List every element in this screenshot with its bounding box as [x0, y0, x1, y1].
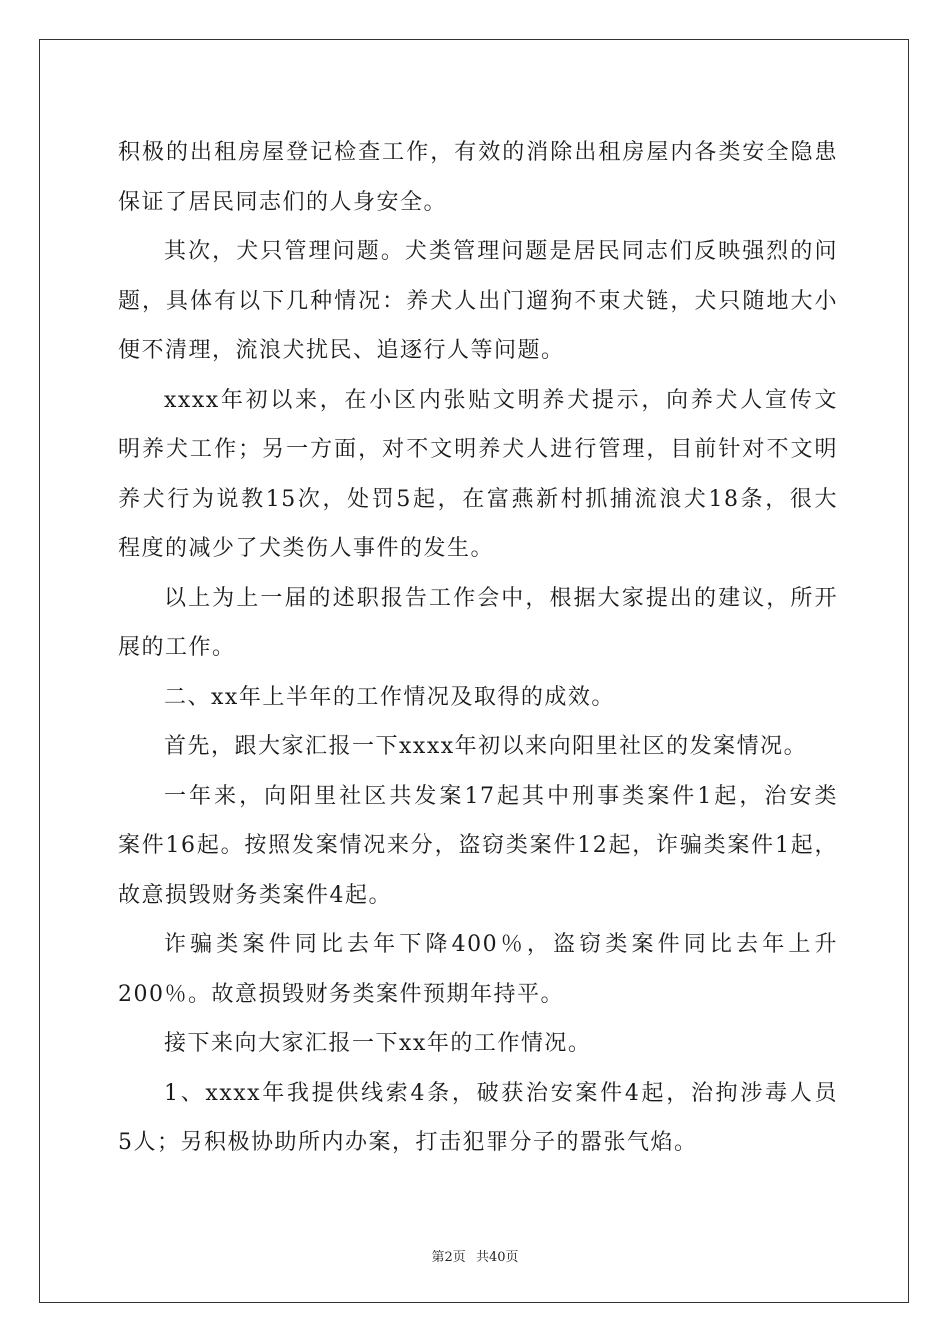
text-line: 5人；另积极协助所内办案，打击犯罪分子的嚣张气焰。 [118, 1130, 698, 1155]
text-line: 诈骗类案件同比去年下降400％，盗窃类案件同比去年上升 [164, 932, 838, 957]
text-line: 以上为上一届的述职报告工作会中，根据大家提出的建议，所开 [164, 585, 838, 611]
text-line: 展的工作。 [118, 635, 236, 660]
text-line: 案件16起。按照发案情况来分，盗窃类案件12起，诈骗类案件1起， [118, 833, 838, 858]
text-line: 首先，跟大家汇报一下xxxx年初以来向阳里社区的发案情况。 [164, 734, 808, 759]
document-body [118, 128, 838, 1168]
text-line: 明养犬工作；另一方面，对不文明养犬人进行管理，目前针对不文明 [118, 437, 838, 462]
text-line: 题，具体有以下几种情况：养犬人出门遛狗不束犬链，犬只随地大小 [118, 288, 838, 314]
text-line: 积极的出租房屋登记检查工作，有效的消除出租房屋内各类安全隐患 [118, 140, 838, 165]
text-line: 200％。故意损毁财务类案件预期年持平。 [118, 981, 564, 1007]
page-number: 第2页 [431, 1250, 466, 1265]
page-footer [0, 1246, 950, 1265]
text-line: 保证了居民同志们的人身安全。 [118, 189, 448, 215]
text-line: 一年来，向阳里社区共发案17起其中刑事类案件1起，治安类 [164, 783, 838, 809]
text-line: xxxx年初以来，在小区内张贴文明养犬提示，向养犬人宣传文 [164, 387, 838, 413]
text-line: 便不清理，流浪犬扰民、追逐行人等问题。 [118, 338, 565, 363]
text-line: 1、xxxx年我提供线索4条，破获治安案件4起，治拘涉毒人员 [164, 1080, 838, 1106]
text-line: 故意损毁财务类案件4起。 [118, 882, 392, 908]
text-line: 二、xx年上半年的工作情况及取得的成效。 [164, 684, 615, 710]
total-pages: 共40页 [475, 1250, 519, 1265]
text-line: 其次，犬只管理问题。犬类管理问题是居民同志们反映强烈的问 [164, 239, 838, 264]
text-line: 接下来向大家汇报一下xx年的工作情况。 [164, 1031, 592, 1056]
text-line: 程度的减少了犬类伤人事件的发生。 [118, 536, 495, 561]
text-line: 养犬行为说教15次，处罚5起，在富燕新村抓捕流浪犬18条，很大 [118, 486, 838, 512]
